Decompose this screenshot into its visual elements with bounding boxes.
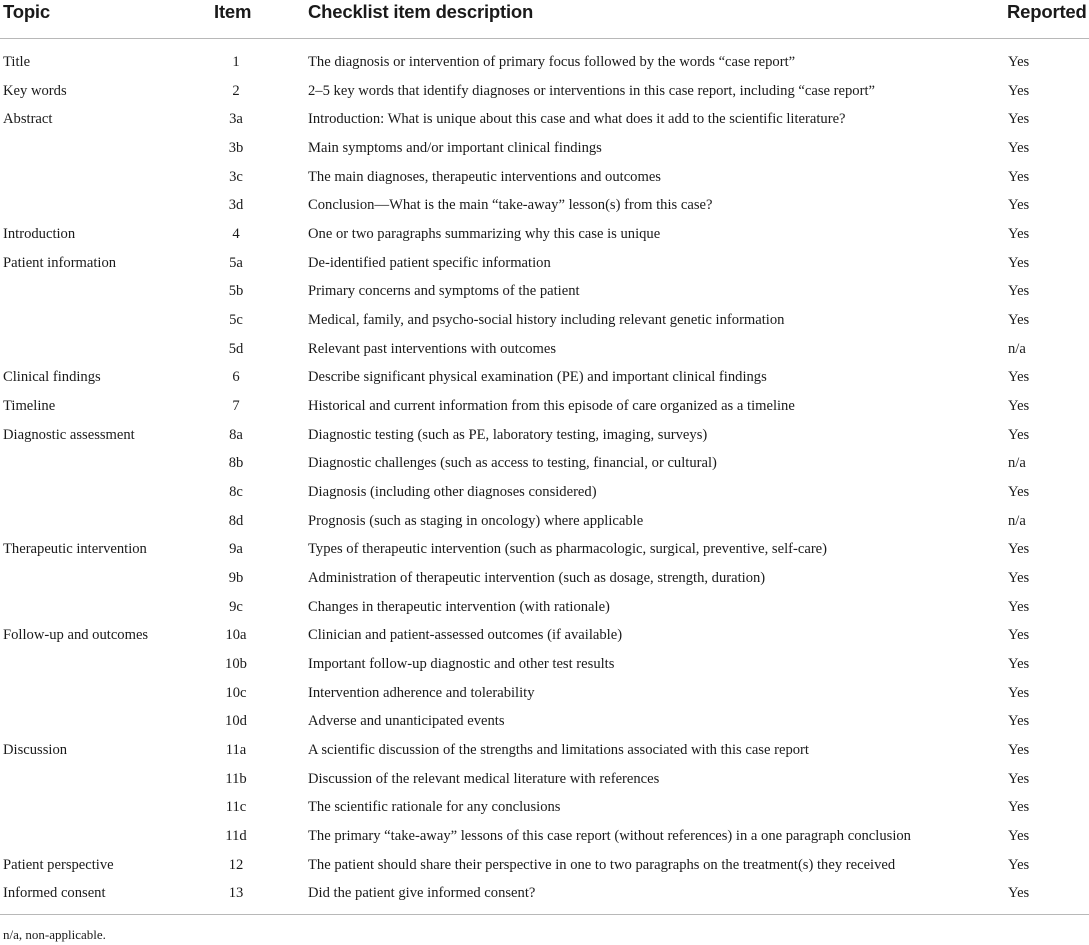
table-footnote: n/a, non-applicable. bbox=[3, 927, 106, 942]
reported-cell: Yes bbox=[1008, 799, 1030, 816]
topic-cell: Abstract bbox=[3, 111, 53, 128]
topic-cell: Patient perspective bbox=[3, 856, 114, 873]
table-row bbox=[0, 679, 1089, 708]
table-row bbox=[0, 335, 1089, 364]
description-cell: Conclusion—What is the main “take-away” lesson(s) from this case? bbox=[308, 197, 713, 214]
description-cell: The main diagnoses, therapeutic interventions and outcomes bbox=[308, 168, 661, 185]
item-cell: 5a bbox=[229, 254, 243, 271]
table-row bbox=[0, 793, 1089, 822]
item-cell: 11c bbox=[225, 799, 247, 816]
topic-cell: Therapeutic intervention bbox=[3, 541, 147, 558]
item-cell: 4 bbox=[232, 226, 240, 243]
topic-cell: Clinical findings bbox=[3, 369, 101, 386]
table-header bbox=[0, 0, 1089, 38]
reported-cell: Yes bbox=[1008, 82, 1030, 99]
table-row bbox=[0, 449, 1089, 478]
reported-cell: Yes bbox=[1008, 168, 1030, 185]
topic-cell: Key words bbox=[3, 82, 67, 99]
item-cell: 3b bbox=[228, 140, 244, 156]
table-row bbox=[0, 822, 1089, 851]
reported-cell: Yes bbox=[1008, 226, 1030, 243]
reported-cell: Yes bbox=[1008, 713, 1030, 730]
description-cell: 2–5 key words that identify diagnoses or interventions in this case report, including “case report” bbox=[308, 82, 875, 99]
item-cell: 9b bbox=[228, 570, 244, 587]
item-cell: 1 bbox=[232, 54, 240, 70]
item-cell: 9c bbox=[229, 598, 243, 615]
reported-cell: n/a bbox=[1008, 455, 1026, 472]
item-cell: 7 bbox=[232, 398, 240, 415]
item-cell: 3a bbox=[229, 111, 243, 128]
reported-cell: Yes bbox=[1008, 254, 1030, 271]
topic-cell: Timeline bbox=[3, 398, 56, 415]
description-cell: The patient should share their perspective in one to two paragraphs on the treatment(s) they received bbox=[308, 856, 896, 873]
reported-cell: n/a bbox=[1008, 340, 1026, 357]
description-cell: Administration of therapeutic intervention (such as dosage, strength, duration) bbox=[308, 570, 766, 587]
topic-cell: Diagnostic assessment bbox=[3, 426, 135, 443]
description-cell: Relevant past interventions with outcomes bbox=[308, 340, 557, 357]
item-cell: 3c bbox=[229, 168, 243, 185]
table-row bbox=[0, 593, 1089, 622]
description-cell: Medical, family, and psycho-social history including relevant genetic information bbox=[308, 312, 785, 329]
table-row bbox=[0, 765, 1089, 794]
reported-cell: Yes bbox=[1008, 598, 1030, 615]
description-cell: Main symptoms and/or important clinical findings bbox=[308, 140, 602, 156]
reported-cell: Yes bbox=[1008, 197, 1030, 214]
item-cell: 5d bbox=[228, 340, 244, 357]
reported-cell: Yes bbox=[1008, 312, 1030, 329]
reported-cell: Yes bbox=[1008, 885, 1030, 902]
table-row bbox=[0, 421, 1089, 450]
table-row bbox=[0, 249, 1089, 278]
reported-cell: Yes bbox=[1008, 426, 1030, 443]
reported-cell: Yes bbox=[1008, 627, 1030, 644]
description-cell: One or two paragraphs summarizing why this case is unique bbox=[308, 226, 661, 243]
table-row bbox=[0, 535, 1089, 564]
header-reported: Reported bbox=[1007, 1, 1087, 22]
description-cell: Important follow-up diagnostic and other test results bbox=[308, 656, 615, 673]
description-cell: Types of therapeutic intervention (such as pharmacologic, surgical, preventive, self-care) bbox=[308, 541, 828, 558]
table-row bbox=[0, 363, 1089, 392]
item-cell: 10b bbox=[225, 656, 247, 673]
topic-cell: Follow-up and outcomes bbox=[3, 627, 149, 644]
description-cell: Primary concerns and symptoms of the patient bbox=[308, 283, 580, 300]
description-cell: Prognosis (such as staging in oncology) where applicable bbox=[308, 512, 644, 529]
reported-cell: Yes bbox=[1008, 398, 1030, 415]
item-cell: 8c bbox=[229, 484, 243, 501]
description-cell: Diagnostic challenges (such as access to testing, financial, or cultural) bbox=[308, 455, 717, 472]
item-cell: 5b bbox=[228, 283, 244, 300]
reported-cell: n/a bbox=[1008, 512, 1026, 529]
item-cell: 9a bbox=[229, 541, 243, 558]
topic-cell: Discussion bbox=[3, 742, 68, 759]
table-row bbox=[0, 507, 1089, 536]
description-cell: De-identified patient specific information bbox=[308, 254, 551, 271]
table-row bbox=[0, 564, 1089, 593]
item-cell: 6 bbox=[232, 369, 240, 386]
description-cell: The diagnosis or intervention of primary focus followed by the words “case report” bbox=[308, 54, 796, 70]
table-row bbox=[0, 736, 1089, 765]
header-divider bbox=[0, 38, 1089, 39]
reported-cell: Yes bbox=[1008, 770, 1030, 787]
item-cell: 8d bbox=[228, 512, 244, 529]
description-cell: Diagnostic testing (such as PE, laboratory testing, imaging, surveys) bbox=[308, 426, 708, 443]
item-cell: 3d bbox=[228, 197, 244, 214]
reported-cell: Yes bbox=[1008, 828, 1030, 845]
table-row bbox=[0, 306, 1089, 335]
reported-cell: Yes bbox=[1008, 541, 1030, 558]
topic-cell: Introduction bbox=[3, 226, 76, 243]
item-cell: 13 bbox=[228, 885, 244, 902]
table-row bbox=[0, 163, 1089, 192]
reported-cell: Yes bbox=[1008, 369, 1030, 386]
item-cell: 11d bbox=[225, 828, 247, 845]
topic-cell: Patient information bbox=[3, 254, 117, 271]
description-cell: Changes in therapeutic intervention (with rationale) bbox=[308, 598, 610, 615]
table-row bbox=[0, 851, 1089, 880]
item-cell: 11a bbox=[225, 742, 247, 759]
description-cell: Diagnosis (including other diagnoses considered) bbox=[308, 484, 597, 501]
description-cell: Clinician and patient-assessed outcomes (if available) bbox=[308, 627, 623, 644]
table-row bbox=[0, 48, 1089, 77]
table-row bbox=[0, 621, 1089, 650]
item-cell: 10d bbox=[225, 713, 247, 730]
description-cell: Introduction: What is unique about this case and what does it add to the scientific literature? bbox=[308, 111, 846, 128]
topic-cell: Title bbox=[3, 54, 31, 70]
description-cell: The scientific rationale for any conclusions bbox=[308, 799, 561, 816]
table-row bbox=[0, 392, 1089, 421]
item-cell: 10c bbox=[225, 684, 247, 701]
reported-cell: Yes bbox=[1008, 570, 1030, 587]
item-cell: 2 bbox=[232, 82, 240, 99]
description-cell: Describe significant physical examination (PE) and important clinical findings bbox=[308, 369, 767, 386]
table-row bbox=[0, 77, 1089, 106]
table-row bbox=[0, 879, 1089, 908]
table-row bbox=[0, 277, 1089, 306]
reported-cell: Yes bbox=[1008, 140, 1030, 156]
table-row bbox=[0, 134, 1089, 163]
topic-cell: Informed consent bbox=[3, 885, 106, 902]
reported-cell: Yes bbox=[1008, 684, 1030, 701]
item-cell: 12 bbox=[228, 856, 244, 873]
table-bottom-divider bbox=[0, 914, 1089, 915]
table-row bbox=[0, 191, 1089, 220]
description-cell: Historical and current information from this episode of care organized as a timeline bbox=[308, 398, 795, 415]
description-cell: Discussion of the relevant medical literature with references bbox=[308, 770, 660, 787]
header-item: Item bbox=[214, 1, 252, 22]
description-cell: A scientific discussion of the strengths and limitations associated with this case report bbox=[308, 742, 809, 759]
item-cell: 11b bbox=[225, 770, 247, 787]
reported-cell: Yes bbox=[1008, 656, 1030, 673]
reported-cell: Yes bbox=[1008, 742, 1030, 759]
description-cell: The primary “take-away” lessons of this case report (without references) in a one paragraph conclusion bbox=[308, 828, 911, 845]
description-cell: Intervention adherence and tolerability bbox=[308, 684, 535, 701]
reported-cell: Yes bbox=[1008, 484, 1030, 501]
reported-cell: Yes bbox=[1008, 54, 1030, 70]
item-cell: 8a bbox=[229, 426, 243, 443]
item-cell: 8b bbox=[228, 455, 244, 472]
reported-cell: Yes bbox=[1008, 283, 1030, 300]
table-row bbox=[0, 707, 1089, 736]
table-row bbox=[0, 220, 1089, 249]
table-row bbox=[0, 650, 1089, 679]
header-description: Checklist item description bbox=[308, 1, 534, 22]
description-cell: Did the patient give informed consent? bbox=[308, 885, 536, 902]
header-topic: Topic bbox=[3, 1, 50, 22]
reported-cell: Yes bbox=[1008, 111, 1030, 128]
item-cell: 10a bbox=[225, 627, 247, 644]
table-row bbox=[0, 105, 1089, 134]
reported-cell: Yes bbox=[1008, 856, 1030, 873]
table-row bbox=[0, 478, 1089, 507]
item-cell: 5c bbox=[229, 312, 243, 329]
description-cell: Adverse and unanticipated events bbox=[308, 713, 505, 730]
